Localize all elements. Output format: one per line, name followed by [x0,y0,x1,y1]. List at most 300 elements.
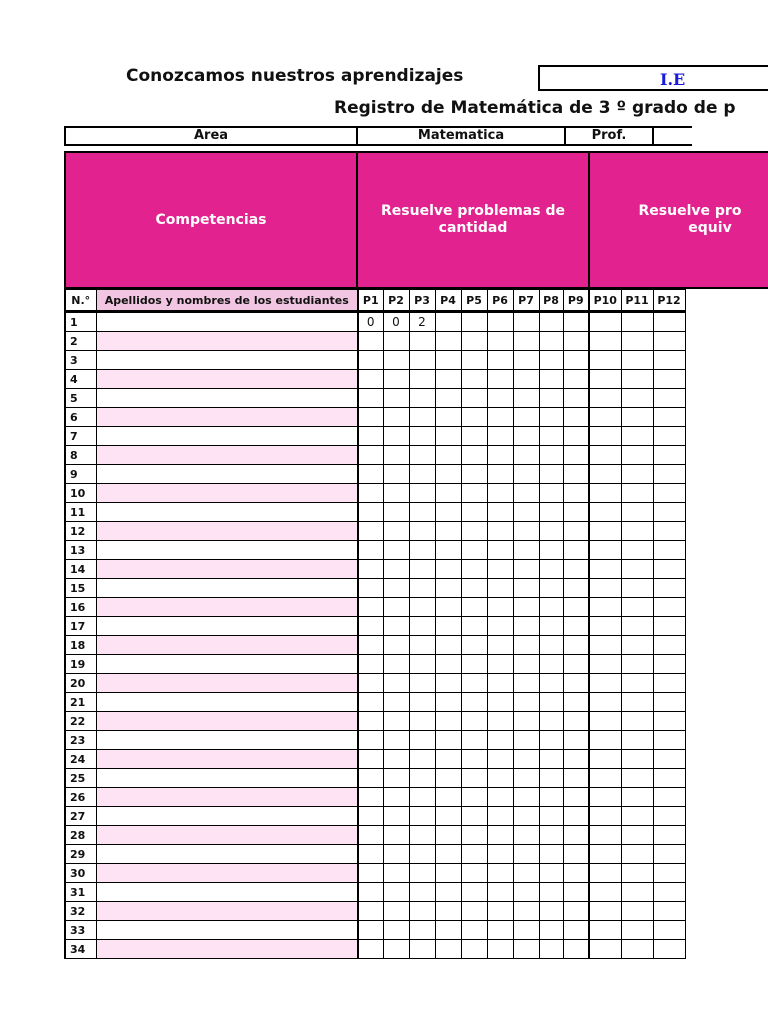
score-cell[interactable] [653,693,685,712]
score-cell[interactable] [409,408,435,427]
score-cell[interactable] [563,845,589,864]
score-cell[interactable] [409,636,435,655]
score-cell[interactable] [409,560,435,579]
score-cell[interactable] [513,883,539,902]
score-cell[interactable] [409,940,435,959]
score-cell[interactable] [487,484,513,503]
score-cell[interactable] [383,902,409,921]
student-name-cell[interactable] [96,446,358,465]
score-cell[interactable] [621,788,653,807]
score-cell[interactable] [563,788,589,807]
score-cell[interactable] [589,389,621,408]
score-cell[interactable] [621,312,653,332]
score-cell[interactable] [409,389,435,408]
score-cell[interactable] [513,446,539,465]
score-cell[interactable] [589,712,621,731]
score-cell[interactable] [653,655,685,674]
score-cell[interactable] [563,351,589,370]
score-cell[interactable] [487,522,513,541]
score-cell[interactable] [513,826,539,845]
score-cell[interactable] [487,674,513,693]
score-cell[interactable] [487,883,513,902]
score-cell[interactable] [539,560,563,579]
score-cell[interactable] [539,484,563,503]
score-cell[interactable] [589,446,621,465]
score-cell[interactable] [513,655,539,674]
score-cell[interactable] [589,465,621,484]
score-cell[interactable] [461,731,487,750]
score-cell[interactable] [409,351,435,370]
score-cell[interactable] [589,522,621,541]
score-cell[interactable] [621,389,653,408]
score-cell[interactable] [621,427,653,446]
score-cell[interactable] [653,636,685,655]
score-cell[interactable] [653,731,685,750]
student-name-cell[interactable] [96,807,358,826]
score-cell[interactable] [409,769,435,788]
score-cell[interactable] [539,579,563,598]
score-cell[interactable] [435,693,461,712]
score-cell[interactable] [435,750,461,769]
score-cell[interactable] [539,864,563,883]
score-cell[interactable] [487,617,513,636]
score-cell[interactable] [563,674,589,693]
student-name-cell[interactable] [96,617,358,636]
institution-box[interactable] [538,65,768,91]
score-cell[interactable] [383,788,409,807]
score-cell[interactable] [653,522,685,541]
score-cell[interactable] [409,693,435,712]
score-cell[interactable] [383,465,409,484]
score-cell[interactable] [383,883,409,902]
score-cell[interactable] [358,655,383,674]
score-cell[interactable] [621,484,653,503]
score-cell[interactable] [589,312,621,332]
score-cell[interactable] [461,940,487,959]
score-cell[interactable] [383,617,409,636]
score-cell[interactable] [461,370,487,389]
score-cell[interactable] [653,503,685,522]
score-cell[interactable] [513,769,539,788]
score-cell[interactable] [513,940,539,959]
score-cell[interactable] [435,522,461,541]
score-cell[interactable] [653,370,685,389]
score-cell[interactable] [435,617,461,636]
score-cell[interactable] [589,769,621,788]
score-cell[interactable] [563,427,589,446]
score-cell[interactable] [358,351,383,370]
score-cell[interactable] [409,446,435,465]
score-cell[interactable] [461,446,487,465]
score-cell[interactable] [539,826,563,845]
score-cell[interactable] [383,921,409,940]
score-cell[interactable] [563,370,589,389]
score-cell[interactable] [563,446,589,465]
score-cell[interactable] [487,370,513,389]
score-cell[interactable] [461,902,487,921]
score-cell[interactable] [621,617,653,636]
score-cell[interactable] [513,465,539,484]
score-cell[interactable] [487,940,513,959]
score-cell[interactable] [358,579,383,598]
score-cell[interactable] [563,332,589,351]
score-cell[interactable] [435,674,461,693]
score-cell[interactable] [589,655,621,674]
score-cell[interactable] [621,370,653,389]
score-cell[interactable] [513,845,539,864]
score-cell[interactable] [539,370,563,389]
score-cell[interactable] [409,598,435,617]
score-cell[interactable] [621,826,653,845]
score-cell[interactable] [539,674,563,693]
student-name-cell[interactable] [96,427,358,446]
score-cell[interactable] [358,617,383,636]
score-cell[interactable] [563,731,589,750]
score-cell[interactable] [653,788,685,807]
score-cell[interactable] [621,674,653,693]
score-cell[interactable] [383,541,409,560]
score-cell[interactable] [435,788,461,807]
score-cell[interactable] [383,598,409,617]
score-cell[interactable] [358,389,383,408]
score-cell[interactable] [487,655,513,674]
score-cell[interactable] [435,712,461,731]
score-cell[interactable] [513,750,539,769]
score-cell[interactable] [539,750,563,769]
score-cell[interactable] [358,788,383,807]
score-cell[interactable] [487,465,513,484]
student-name-cell[interactable] [96,389,358,408]
score-cell[interactable] [563,560,589,579]
score-cell[interactable] [409,522,435,541]
score-cell[interactable] [461,636,487,655]
score-cell[interactable] [653,921,685,940]
score-cell[interactable] [539,332,563,351]
score-cell[interactable] [621,541,653,560]
score-cell[interactable] [461,617,487,636]
score-cell[interactable] [539,465,563,484]
score-cell[interactable] [487,427,513,446]
student-name-cell[interactable] [96,465,358,484]
score-cell[interactable] [563,940,589,959]
score-cell[interactable] [461,864,487,883]
score-cell[interactable] [513,864,539,883]
score-cell[interactable] [513,788,539,807]
score-cell[interactable] [487,541,513,560]
score-cell[interactable] [383,864,409,883]
score-cell[interactable] [539,693,563,712]
score-cell[interactable] [563,503,589,522]
score-cell[interactable] [563,579,589,598]
score-cell[interactable] [653,560,685,579]
score-cell[interactable] [435,598,461,617]
score-cell[interactable] [461,389,487,408]
score-cell[interactable] [409,427,435,446]
score-cell[interactable] [358,370,383,389]
score-cell[interactable] [383,636,409,655]
score-cell[interactable] [461,750,487,769]
score-cell[interactable] [653,465,685,484]
score-cell[interactable] [621,465,653,484]
score-cell[interactable] [513,351,539,370]
score-cell[interactable] [383,389,409,408]
score-cell[interactable] [383,655,409,674]
score-cell[interactable] [589,332,621,351]
student-name-cell[interactable] [96,826,358,845]
score-cell[interactable] [589,503,621,522]
score-cell[interactable] [435,560,461,579]
score-cell[interactable] [461,826,487,845]
score-cell[interactable] [653,389,685,408]
score-cell[interactable] [461,465,487,484]
score-cell[interactable] [461,408,487,427]
score-cell[interactable] [589,579,621,598]
score-cell[interactable] [513,712,539,731]
score-cell[interactable] [589,541,621,560]
score-cell[interactable] [409,845,435,864]
score-cell[interactable] [589,921,621,940]
score-cell[interactable] [461,579,487,598]
score-cell[interactable] [358,636,383,655]
score-cell[interactable] [653,712,685,731]
score-cell[interactable] [409,712,435,731]
score-cell[interactable] [487,750,513,769]
score-cell[interactable] [513,693,539,712]
score-cell[interactable] [589,750,621,769]
student-name-cell[interactable] [96,560,358,579]
score-cell[interactable] [513,674,539,693]
score-cell[interactable] [358,750,383,769]
score-cell[interactable] [653,351,685,370]
score-cell[interactable] [358,807,383,826]
score-cell[interactable] [539,312,563,332]
score-cell[interactable] [589,636,621,655]
area-value[interactable]: Matematica [356,126,566,146]
score-cell[interactable] [589,484,621,503]
score-cell[interactable] [589,674,621,693]
score-cell[interactable] [409,465,435,484]
score-cell[interactable] [563,883,589,902]
score-cell[interactable] [487,408,513,427]
score-cell[interactable] [621,408,653,427]
score-cell[interactable] [358,940,383,959]
score-cell[interactable] [589,370,621,389]
score-cell[interactable] [539,845,563,864]
score-cell[interactable] [487,788,513,807]
score-cell[interactable] [409,788,435,807]
score-cell[interactable] [461,655,487,674]
score-cell[interactable] [358,484,383,503]
score-cell[interactable] [358,864,383,883]
score-cell[interactable] [539,940,563,959]
score-cell[interactable]: 0 [383,312,409,332]
score-cell[interactable] [539,351,563,370]
score-cell[interactable] [383,845,409,864]
student-name-cell[interactable] [96,522,358,541]
score-cell[interactable] [487,845,513,864]
score-cell[interactable] [487,503,513,522]
score-cell[interactable] [461,522,487,541]
student-name-cell[interactable] [96,579,358,598]
score-cell[interactable] [513,636,539,655]
score-cell[interactable] [487,693,513,712]
score-cell[interactable] [461,883,487,902]
score-cell[interactable] [563,408,589,427]
score-cell[interactable] [435,332,461,351]
score-cell[interactable] [358,731,383,750]
score-cell[interactable] [621,503,653,522]
score-cell[interactable] [409,750,435,769]
score-cell[interactable] [461,674,487,693]
score-cell[interactable] [513,312,539,332]
score-cell[interactable] [621,845,653,864]
score-cell[interactable] [563,465,589,484]
score-cell[interactable] [435,484,461,503]
score-cell[interactable] [358,560,383,579]
score-cell[interactable] [435,769,461,788]
score-cell[interactable] [513,484,539,503]
score-cell[interactable] [409,902,435,921]
score-cell[interactable] [461,503,487,522]
score-cell[interactable] [589,940,621,959]
score-cell[interactable] [435,351,461,370]
score-cell[interactable] [435,940,461,959]
score-cell[interactable] [358,693,383,712]
score-cell[interactable] [487,826,513,845]
score-cell[interactable] [513,560,539,579]
score-cell[interactable] [653,769,685,788]
score-cell[interactable] [435,845,461,864]
score-cell[interactable] [461,712,487,731]
student-name-cell[interactable] [96,712,358,731]
score-cell[interactable] [487,332,513,351]
score-cell[interactable] [539,883,563,902]
score-cell[interactable] [589,598,621,617]
score-cell[interactable] [461,807,487,826]
score-cell[interactable] [513,503,539,522]
student-name-cell[interactable] [96,370,358,389]
student-name-cell[interactable] [96,598,358,617]
score-cell[interactable] [487,864,513,883]
score-cell[interactable] [513,541,539,560]
student-name-cell[interactable] [96,921,358,940]
score-cell[interactable] [589,845,621,864]
score-cell[interactable] [461,541,487,560]
score-cell[interactable] [435,503,461,522]
score-cell[interactable] [383,503,409,522]
score-cell[interactable] [589,864,621,883]
score-cell[interactable] [653,446,685,465]
score-cell[interactable] [358,598,383,617]
student-name-cell[interactable] [96,769,358,788]
student-name-cell[interactable] [96,864,358,883]
student-name-cell[interactable] [96,655,358,674]
score-cell[interactable] [621,940,653,959]
score-cell[interactable] [621,807,653,826]
score-cell[interactable] [383,731,409,750]
score-cell[interactable] [461,769,487,788]
score-cell[interactable] [461,427,487,446]
score-cell[interactable] [383,693,409,712]
score-cell[interactable] [621,864,653,883]
score-cell[interactable] [383,427,409,446]
score-cell[interactable] [589,807,621,826]
score-cell[interactable] [383,940,409,959]
student-name-cell[interactable] [96,883,358,902]
score-cell[interactable] [621,921,653,940]
score-cell[interactable] [539,408,563,427]
score-cell[interactable] [589,427,621,446]
student-name-cell[interactable] [96,788,358,807]
score-cell[interactable] [487,446,513,465]
score-cell[interactable] [563,902,589,921]
score-cell[interactable] [653,940,685,959]
score-cell[interactable] [539,636,563,655]
score-cell[interactable] [383,560,409,579]
score-cell[interactable] [621,579,653,598]
score-cell[interactable] [513,332,539,351]
score-cell[interactable] [621,598,653,617]
score-cell[interactable] [358,446,383,465]
score-cell[interactable] [358,332,383,351]
score-cell[interactable] [563,921,589,940]
student-name-cell[interactable] [96,693,358,712]
score-cell[interactable] [563,636,589,655]
score-cell[interactable] [383,446,409,465]
score-cell[interactable] [563,598,589,617]
score-cell[interactable] [383,408,409,427]
score-cell[interactable] [653,408,685,427]
student-name-cell[interactable] [96,940,358,959]
score-cell[interactable] [383,807,409,826]
score-cell[interactable] [383,332,409,351]
student-name-cell[interactable] [96,674,358,693]
score-cell[interactable] [621,655,653,674]
score-cell[interactable] [487,312,513,332]
score-cell[interactable] [653,674,685,693]
student-name-cell[interactable] [96,636,358,655]
score-cell[interactable] [563,826,589,845]
score-cell[interactable] [383,484,409,503]
score-cell[interactable] [435,389,461,408]
score-cell[interactable] [513,617,539,636]
score-cell[interactable] [435,864,461,883]
score-cell[interactable] [563,712,589,731]
score-cell[interactable] [653,883,685,902]
score-cell[interactable] [589,408,621,427]
score-cell[interactable] [409,921,435,940]
score-cell[interactable] [409,541,435,560]
score-cell[interactable] [435,370,461,389]
score-cell[interactable] [653,579,685,598]
score-cell[interactable] [589,883,621,902]
score-cell[interactable] [435,902,461,921]
score-cell[interactable] [383,826,409,845]
score-cell[interactable] [589,902,621,921]
score-cell[interactable] [563,864,589,883]
score-cell[interactable] [539,541,563,560]
score-cell[interactable] [383,351,409,370]
score-cell[interactable] [358,522,383,541]
score-cell[interactable] [539,617,563,636]
score-cell[interactable] [621,769,653,788]
score-cell[interactable] [563,617,589,636]
score-cell[interactable] [358,427,383,446]
score-cell[interactable] [409,579,435,598]
score-cell[interactable] [621,332,653,351]
score-cell[interactable] [563,522,589,541]
score-cell[interactable] [589,560,621,579]
